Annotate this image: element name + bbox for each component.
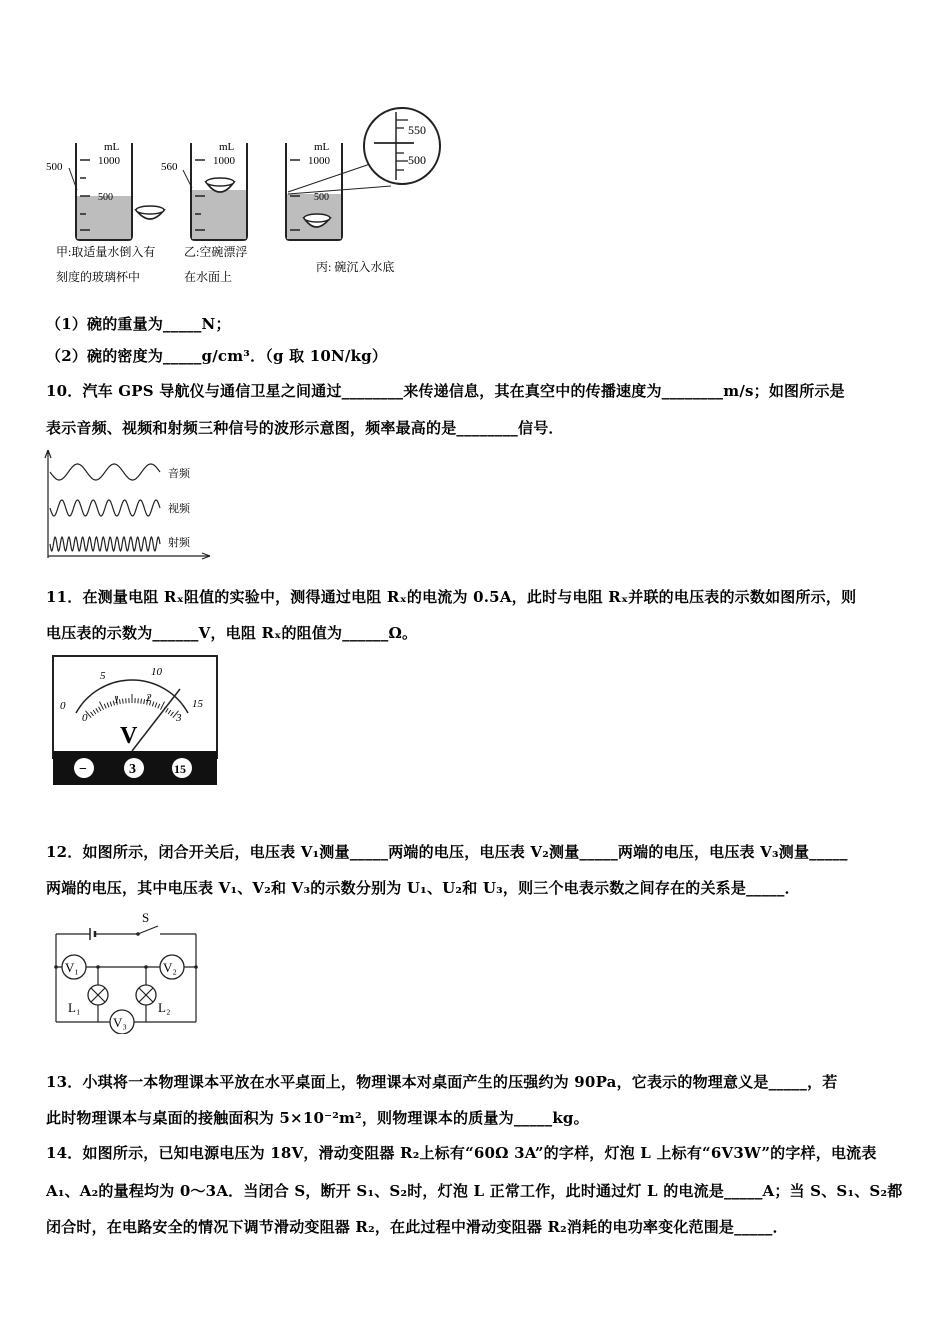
beaker-b-unit: mL (219, 141, 235, 153)
beaker-c-caption: 丙: 碗沉入水底 (316, 260, 395, 274)
wave-label-audio: 音频 (168, 468, 190, 480)
terminal-3: 3 (129, 762, 136, 777)
wave-audio (50, 464, 160, 480)
beaker-a (46, 141, 164, 284)
beaker-a-caption-1: 甲:取适量水倒入有 (56, 245, 156, 259)
meter-top-15: 15 (192, 698, 203, 710)
beaker-b-caption-1: 乙:空碗漂浮 (184, 245, 248, 259)
l1-label: L₁ (68, 1000, 81, 1015)
terminal-minus: − (79, 762, 87, 777)
q14-line3: 闭合时，在电路安全的情况下调节滑动变阻器 R₂，在此过程中滑动变阻器 R₂消耗的电功率变化范围是_____． (46, 1218, 788, 1236)
v2-label: V₂ (163, 960, 177, 975)
beaker-c-cap: 1000 (308, 155, 330, 167)
meter-top-0: 0 (60, 700, 66, 712)
wave-figure (44, 446, 214, 560)
switch-label: S (142, 910, 150, 925)
meter-bottom-1: 1 (114, 694, 120, 706)
q13-line2: 此时物理课本与桌面的接触面积为 5×10⁻²m²，则物理课本的质量为_____kg。 (46, 1109, 589, 1127)
beaker-figure (46, 98, 441, 290)
beaker-c-unit: mL (314, 141, 330, 153)
zoom-500: 500 (408, 153, 426, 167)
meter-bottom-0: 0 (82, 712, 88, 724)
beaker-b-cap: 1000 (213, 155, 235, 167)
v3-label: V₃ (113, 1015, 127, 1030)
meter-top-5: 5 (100, 670, 106, 682)
terminal-15: 15 (174, 762, 186, 776)
q9-part2: （2）碗的密度为_____g/cm³．（g 取 10N/kg） (46, 347, 388, 365)
meter-bottom-3: 3 (176, 712, 182, 724)
voltmeter-figure (52, 655, 218, 787)
beaker-a-mark: 500 (98, 192, 113, 203)
meter-tick (141, 699, 142, 704)
q14-line2: A₁、A₂的量程均为 0～3A．当闭合 S，断开 S₁、S₂时，灯泡 L 正常工作，此时通过灯 L 的电流是_____A；当 S、S₁、S₂都 (46, 1182, 903, 1200)
q10-line2: 表示音频、视频和射频三种信号的波形示意图，频率最高的是________信号． (46, 419, 564, 437)
beaker-c (286, 108, 440, 274)
meter-top-10: 10 (151, 666, 162, 678)
q9-part1: （1）碗的重量为_____N； (46, 315, 231, 333)
meter-tick (123, 699, 124, 704)
meter-bottom-2: 2 (146, 692, 152, 704)
zoom-550: 550 (408, 123, 426, 137)
q11-line2: 电压表的示数为______V，电阻 Rₓ的阻值为______Ω。 (46, 624, 418, 642)
q14-line1: 14．如图所示，已知电源电压为 18V，滑动变阻器 R₂上标有“60Ω 3A”的字样，灯泡 L 上标有“6V3W”的字样，电流表 (46, 1144, 877, 1162)
wave-rf (50, 537, 160, 551)
beaker-c-mark: 500 (314, 192, 329, 203)
beaker-a-cap: 1000 (98, 155, 120, 167)
circuit-figure (50, 910, 202, 1034)
q10-line1: 10．汽车 GPS 导航仪与通信卫星之间通过________来传递信息，其在真空中的传播速度为________m/s；如图所示是 (46, 382, 845, 400)
meter-symbol: V (120, 723, 138, 749)
beaker-b-level: 560 (161, 161, 178, 173)
q12-line1: 12．如图所示，闭合开关后，电压表 V₁测量_____两端的电压，电压表 V₂测量_____两端的电压，电压表 V₃测量_____ (46, 843, 848, 861)
q13-line1: 13．小琪将一本物理课本平放在水平桌面上，物理课本对桌面产生的压强约为 90Pa，它表示的物理意义是_____，若 (46, 1073, 838, 1091)
beaker-b-caption-2: 在水面上 (184, 270, 233, 284)
beaker-a-level: 500 (46, 161, 63, 173)
q11-line1: 11．在测量电阻 Rₓ阻值的实验中，测得通过电阻 Rₓ的电流为 0.5A，此时与电阻 Rₓ并联的电压表的示数如图所示，则 (46, 588, 857, 606)
wave-label-rf: 射频 (168, 537, 190, 549)
l2-label: L₂ (158, 1000, 171, 1015)
beaker-a-unit: mL (104, 141, 120, 153)
beaker-a-caption-2: 刻度的玻璃杯中 (56, 270, 141, 284)
beaker-b (161, 141, 247, 284)
wave-video (50, 500, 160, 516)
wave-label-video: 视频 (168, 503, 190, 515)
q12-line2: 两端的电压，其中电压表 V₁、V₂和 V₃的示数分别为 U₁、U₂和 U₃，则三个电表示数之间存在的关系是_____． (46, 879, 800, 897)
v1-label: V₁ (65, 960, 79, 975)
